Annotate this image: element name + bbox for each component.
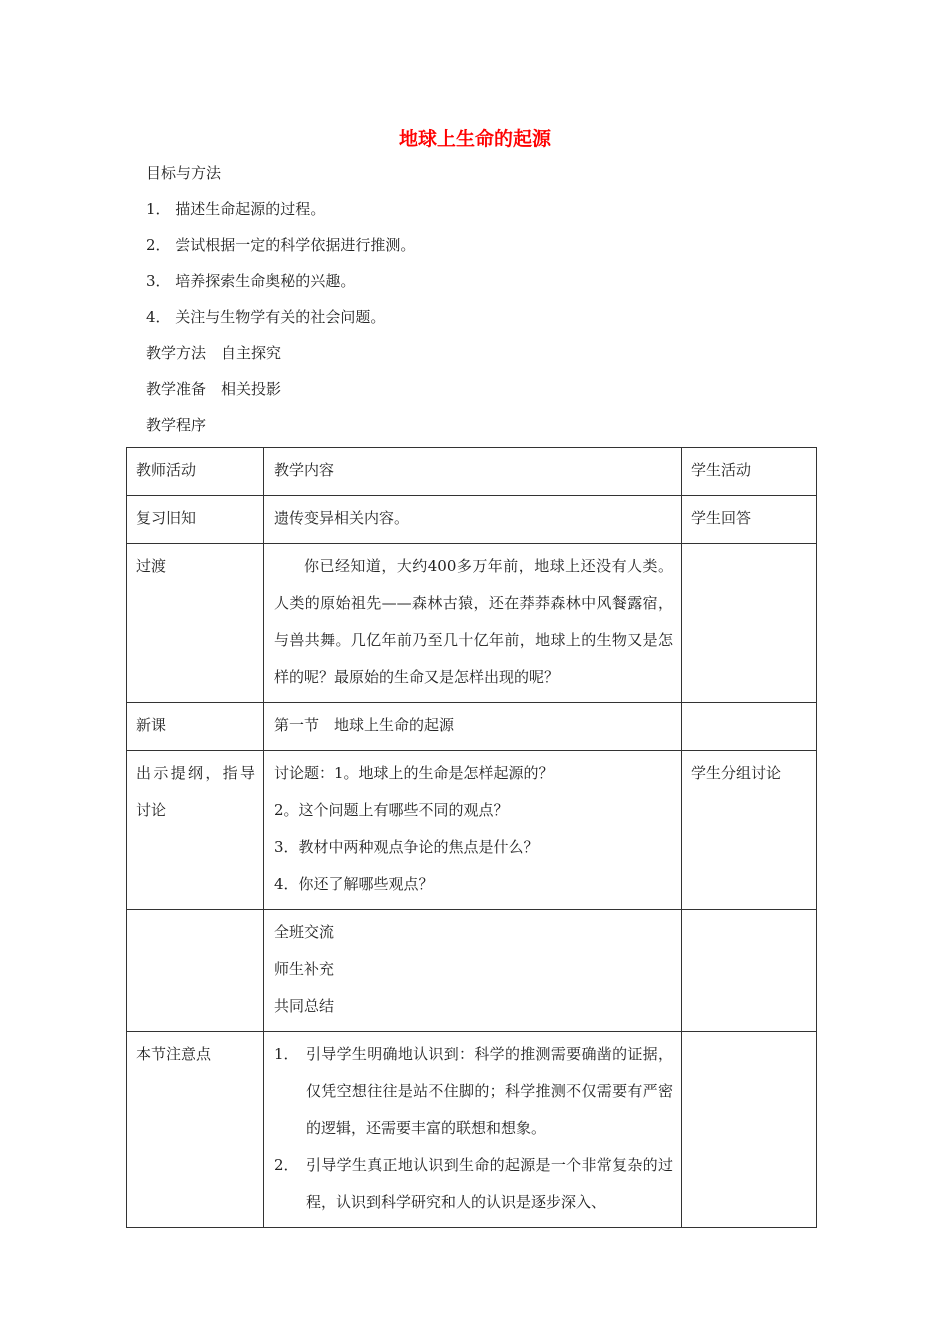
- cell-content: [264, 910, 682, 1032]
- objectives-heading: 目标与方法: [146, 164, 222, 182]
- header-teacher-activity: 教师活动: [127, 448, 264, 496]
- objective-item: 2． 尝试根据一定的科学依据进行推测。: [146, 236, 416, 254]
- cell-student: [682, 1032, 817, 1228]
- table-row: [127, 751, 817, 910]
- cell-student: [682, 910, 817, 1032]
- cell-content: [264, 1032, 682, 1228]
- cell-content: 你已经知道，大约400多万年前，地球上还没有人类。人类的原始祖先——森林古猿，还在莽莽森林中风餐露宿，与兽共舞。几亿年前乃至几十亿年前，地球上的生物又是怎样的呢？最原始的生命又是怎样出现的呢？: [264, 544, 682, 703]
- note-text: 引导学生明确地认识到：科学的推测需要确凿的证据，仅凭空想往往是站不住脚的；科学推测不仅需要有严密的逻辑，还需要丰富的联想和想象。: [306, 1045, 673, 1137]
- teaching-procedure: 教学程序: [146, 416, 207, 434]
- table-header-row: [127, 448, 817, 496]
- note-number: 1．: [274, 1045, 299, 1063]
- cell-student: [682, 544, 817, 703]
- note-number: 2．: [274, 1156, 299, 1174]
- cell-teacher: [127, 910, 264, 1032]
- note-text: 引导学生真正地认识到生命的起源是一个非常复杂的过程，认识到科学研究和人的认识是逐步深入、: [306, 1156, 673, 1211]
- cell-teacher: 过渡: [127, 544, 264, 703]
- exchange-step: 师生补充: [274, 960, 335, 978]
- cell-student: 学生分组讨论: [682, 751, 817, 910]
- cell-content: 第一节 地球上生命的起源: [264, 703, 682, 751]
- table-row: [127, 544, 817, 703]
- cell-teacher: 本节注意点: [127, 1032, 264, 1228]
- teaching-preparation: 教学准备 相关投影: [146, 380, 282, 398]
- note-item: [274, 1147, 673, 1221]
- table-row: [127, 910, 817, 1032]
- table-row: [127, 703, 817, 751]
- exchange-step: 共同总结: [274, 997, 335, 1015]
- objective-item: 3． 培养探索生命奥秘的兴趣。: [146, 272, 356, 290]
- cell-teacher: 出示提纲，指导讨论: [127, 751, 264, 910]
- exchange-step: 全班交流: [274, 923, 335, 941]
- cell-student: [682, 703, 817, 751]
- objective-item: 4． 关注与生物学有关的社会问题。: [146, 308, 386, 326]
- lesson-table: [126, 447, 817, 1228]
- page-title: 地球上生命的起源: [398, 128, 551, 150]
- cell-content: [264, 751, 682, 910]
- cell-content: 遗传变异相关内容。: [264, 496, 682, 544]
- objective-item: 1． 描述生命起源的过程。: [146, 200, 326, 218]
- teaching-method: 教学方法 自主探究: [146, 344, 282, 362]
- discussion-question: 3．教材中两种观点争论的焦点是什么？: [274, 838, 539, 856]
- table-row: [127, 496, 817, 544]
- cell-teacher: 新课: [127, 703, 264, 751]
- discussion-question: 4．你还了解哪些观点？: [274, 875, 434, 893]
- discussion-question: 2。这个问题上有哪些不同的观点？: [274, 801, 509, 819]
- intro-section: [146, 163, 415, 451]
- table-row: [127, 1032, 817, 1228]
- header-content: 教学内容: [264, 448, 682, 496]
- header-student-activity: 学生活动: [682, 448, 817, 496]
- discussion-question: 讨论题：1。地球上的生命是怎样起源的？: [274, 764, 554, 782]
- note-item: [274, 1036, 673, 1147]
- cell-teacher: 复习旧知: [127, 496, 264, 544]
- cell-student: 学生回答: [682, 496, 817, 544]
